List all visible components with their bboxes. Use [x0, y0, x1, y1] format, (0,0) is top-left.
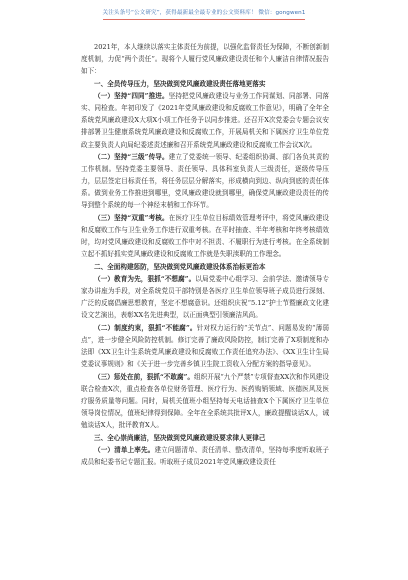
section-2-item-2 [81, 322, 329, 370]
item-lead: （三）惩处在前，狠抓“不敢腐”。 [94, 372, 195, 381]
item-lead: （一）坚持“四同”推进。 [94, 92, 169, 101]
section-2-item-3 [81, 371, 329, 431]
banner-divider [103, 19, 306, 20]
item-lead: （二）坚持“三级”传导。 [94, 153, 169, 162]
section-1-item-1 [81, 90, 329, 150]
section-2-item-1 [81, 273, 329, 321]
item-body: 坚持把党风廉政建设与业务工作同谋划、同部署、同落实、同检查。年初印发了《2021年党风廉政建设和反腐败工作意见》，明确了全年全系统党风廉政建设X大项X小项工作任务予以同步推进。还召开X次党委会专题会议安排部署卫生健康系统党风廉政建设和反腐败工作，开展局机关和下属医疗卫生单位党政主要负责人向局纪委述责述廉和召开系统党风廉政建设和反腐败工作会议X次。 [81, 92, 330, 149]
banner-text: 关注头条号“公文研究”，获得最新最全最专业的公文资料库！ 微信：gongwen1 [102, 10, 306, 16]
intro-paragraph: 2021年，本人继续以落实主体责任为前提，以强化监督责任为保障，不断创新制度机制，力促“两个责任”。现将个人履行党风廉政建设责任和个人廉洁自律情况报告如下： [81, 43, 329, 76]
item-lead: （一）清单上率先。 [94, 446, 155, 454]
top-banner [0, 0, 408, 36]
section-1-item-2 [81, 151, 329, 211]
item-body: 建立了党委统一领导、纪委组织协调、部门各负其责的工作机制。坚持党委主要领导、责任领导、具体科室负责人三级责任，逐级传导压力，层层签定目标责任书，将任务层层分解落实，形成横向到边、纵向到底的责任体系。做到业务工作推进到哪里，党风廉政建设就到哪里，确保党风廉政建设责任的传导到整个系统的每一个神经末梢和工作环节。 [81, 153, 330, 210]
document-body [81, 41, 329, 468]
item-body: 组织开展“九个严禁”专项督查XX次和作风建设联合检查X次，重点检查各单位财务管理、医疗行为、医药购销领域、医德医风及医疗服务质量等问题。同时，局机关值班小组坚持每天电话抽查X个下属医疗卫生单位领导岗位情况，值班纪律得到保障。全年在全系统共批评X人，廉政提醒谈话X人，诫勉谈话X人，批评教育X人。 [81, 372, 329, 430]
section-1-item-3 [81, 212, 329, 260]
item-body: 以局党委中心组学习、会前学法、邀请领导专家办讲座为手段，对全系统党员干部特别是各医疗卫生单位领导班子成员进行深刻、广泛的反腐倡廉思想教育，坚定不想腐意识。还组织庆祝“5.12”护士节暨廉政文化建设文艺演出，表彰XX名先进典型，以正面典型引领廉洁风尚。 [81, 275, 329, 320]
item-body: 在医疗卫生单位目标绩效管理考评中，将党风廉政建设和反腐败工作与卫生业务工作进行双重考核。在平时抽查、半年考核和年终考核绩效时，均对党风廉政建设和反腐败工作中对不担责、不履职行为进行考核。在全系统制立起不抓好抓实党风廉政建设和反腐败工作就是失职渎职的工作理念。 [81, 213, 330, 259]
item-body: 针对权力运行的“关节点”、问题易发的“薄弱点”，进一步健全风险防控机制。修订完善了廉政风险防控，制订完善了X项制度和办法即《XX卫生计生系统党风廉政建设和反腐败工作责任追究办法》、《XX卫生计生局党委议事规则》和《关于进一步完善乡镇卫生院工资收入分配方案的指导意见》。 [81, 323, 329, 369]
section-3-heading: 三、全心崇尚廉洁，坚决做到党风廉政建设要求律人更律己 [94, 433, 266, 442]
item-body: 建立问题清单、责任清单、整改清单，坚持每季度听取班子成员和纪委书记专题汇报。听取班子成员2021年党风廉政建设责任 [81, 446, 330, 467]
section-3-item-1 [81, 444, 329, 468]
item-lead: （一）教育为先，狠抓“不想腐”。 [94, 275, 196, 284]
section-1-heading: 一、全员传导压力，坚决做到党风廉政建设责任落地更落实 [94, 79, 266, 88]
item-lead: （三）坚持“双重”考核。 [94, 213, 169, 222]
promo-banner-text [103, 8, 306, 20]
item-lead: （二）制度约束，狠抓“不能腐”。 [94, 323, 197, 332]
section-2-heading: 二、全面构建惩防，坚决做到党风廉政建设体系治标更治本 [94, 262, 266, 271]
